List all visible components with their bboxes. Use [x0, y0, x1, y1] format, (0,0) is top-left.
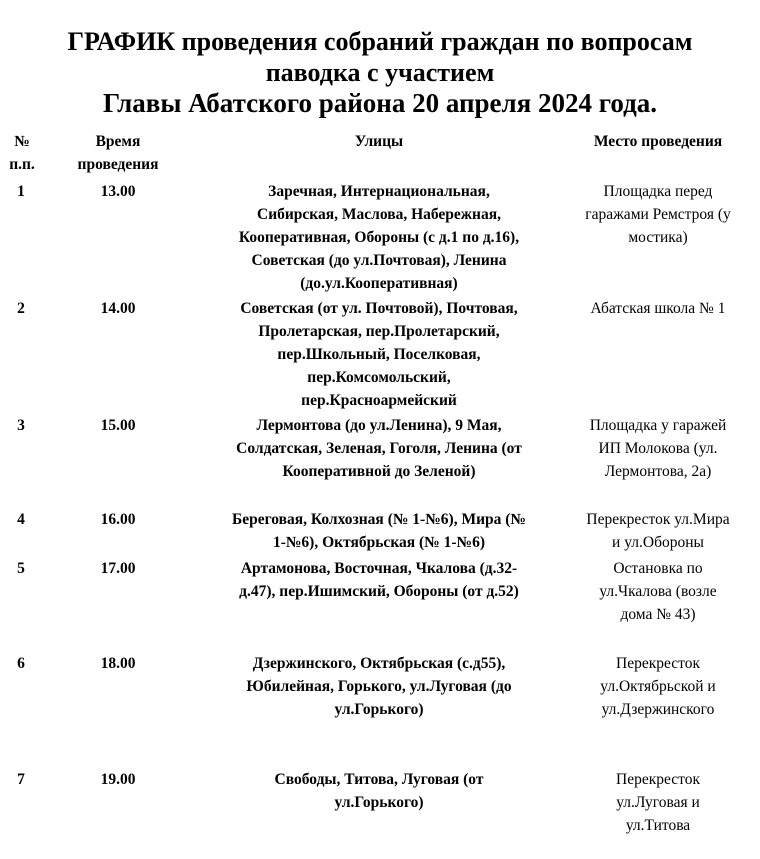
row-3-time: 15.00 — [100, 417, 136, 434]
row-6-place — [562, 652, 754, 721]
row-4-streets — [190, 508, 568, 554]
place-line: ул.Октябрьской и — [600, 678, 716, 695]
row-7-time: 19.00 — [100, 771, 136, 788]
street-line: Свободы, Титова, Луговая (от — [274, 771, 484, 788]
street-line: Юбилейная, Горького, ул.Луговая (до — [246, 678, 512, 695]
street-line: Пролетарская, пер.Пролетарский, — [258, 323, 500, 340]
street-line: Кооперативная, Обороны (с д.1 по д.16), — [238, 229, 520, 246]
header-num-line-1: № — [14, 133, 30, 150]
row-2-num: 2 — [17, 300, 25, 317]
place-line: мостика) — [628, 229, 688, 246]
place-line: ИП Молокова (ул. — [598, 440, 718, 457]
place-line: Перекресток ул.Мира — [586, 511, 730, 528]
header-time — [62, 130, 174, 176]
row-6-time: 18.00 — [100, 655, 136, 672]
row-5-streets — [190, 557, 568, 603]
row-5-time: 17.00 — [100, 560, 136, 577]
place-line: Остановка по — [613, 560, 703, 577]
row-4-time: 16.00 — [100, 511, 136, 528]
street-line: Дзержинского, Октябрьская (с.д55), — [252, 655, 506, 672]
place-line: Площадка у гаражей — [589, 417, 727, 434]
header-streets: Улицы — [354, 133, 404, 150]
row-4-num: 4 — [17, 511, 25, 528]
street-line: ул.Горького) — [334, 794, 424, 811]
row-3-num: 3 — [17, 417, 25, 434]
row-1-num: 1 — [17, 183, 25, 200]
street-line: пер.Школьный, Поселковая, — [277, 346, 481, 363]
place-line: Абатская школа № 1 — [590, 300, 726, 317]
street-line: Сибирская, Маслова, Набережная, — [257, 206, 501, 223]
street-line: 1-№6), Октябрьская (№ 1-№6) — [272, 534, 486, 551]
place-line: ул.Титова — [625, 817, 691, 834]
header-place: Место проведения — [593, 133, 723, 150]
place-line: Перекресток — [616, 771, 700, 788]
street-line: (до.ул.Кооперативная) — [300, 275, 458, 292]
row-6-streets — [190, 652, 568, 721]
place-line: Перекресток — [616, 655, 700, 672]
row-3-streets — [190, 414, 568, 483]
row-7-streets — [190, 768, 568, 814]
title-line-1: ГРАФИК проведения собраний граждан по вопросам — [67, 27, 693, 56]
header-num-line-2: п.п. — [9, 156, 35, 173]
header-num — [4, 130, 40, 176]
header-time-line-1: Время — [95, 133, 141, 150]
title-line-3: Главы Абатского района 20 апреля 2024 года. — [102, 88, 658, 118]
row-3-place — [562, 414, 754, 483]
street-line: Береговая, Колхозная (№ 1-№6), Мира (№ — [232, 511, 526, 528]
header-time-line-2: проведения — [77, 156, 159, 173]
street-line: Артамонова, Восточная, Чкалова (д.32- — [240, 560, 518, 577]
row-2-streets — [190, 297, 568, 412]
street-line: д.47), пер.Ишимский, Обороны (от д.52) — [239, 583, 519, 600]
row-6-num: 6 — [17, 655, 25, 672]
place-line: гаражами Ремстроя (у — [585, 206, 731, 223]
row-1-time: 13.00 — [100, 183, 136, 200]
street-line: Советская (до ул.Почтовая), Ленина — [251, 252, 507, 269]
row-5-place — [562, 557, 754, 626]
street-line: Советская (от ул. Почтовой), Почтовая, — [240, 300, 518, 317]
street-line: Кооперативной до Зеленой) — [282, 463, 476, 480]
street-line: пер.Комсомольский, — [307, 369, 451, 386]
row-5-num: 5 — [17, 560, 25, 577]
title-line-2: паводка с участием — [265, 58, 495, 87]
place-line: Площадка перед — [603, 183, 713, 200]
row-2-time: 14.00 — [100, 300, 136, 317]
place-line: ул.Чкалова (возле — [599, 583, 717, 600]
place-line: ул.Луговая и — [616, 794, 700, 811]
row-7-place — [562, 768, 754, 837]
street-line: ул.Горького) — [334, 701, 424, 718]
place-line: Лермонтова, 2а) — [604, 463, 712, 480]
place-line: и ул.Обороны — [612, 534, 704, 551]
row-7-num: 7 — [17, 771, 25, 788]
street-line: пер.Красноармейский — [301, 392, 457, 409]
row-1-streets — [190, 180, 568, 295]
row-2-place — [562, 297, 754, 320]
street-line: Солдатская, Зеленая, Гоголя, Ленина (от — [236, 440, 522, 457]
street-line: Заречная, Интернациональная, — [268, 183, 490, 200]
row-4-place — [562, 508, 754, 554]
row-1-place — [562, 180, 754, 249]
document-title — [0, 26, 760, 119]
street-line: Лермонтова (до ул.Ленина), 9 Мая, — [256, 417, 502, 434]
place-line: ул.Дзержинского — [601, 701, 715, 718]
place-line: дома № 43) — [620, 606, 696, 623]
